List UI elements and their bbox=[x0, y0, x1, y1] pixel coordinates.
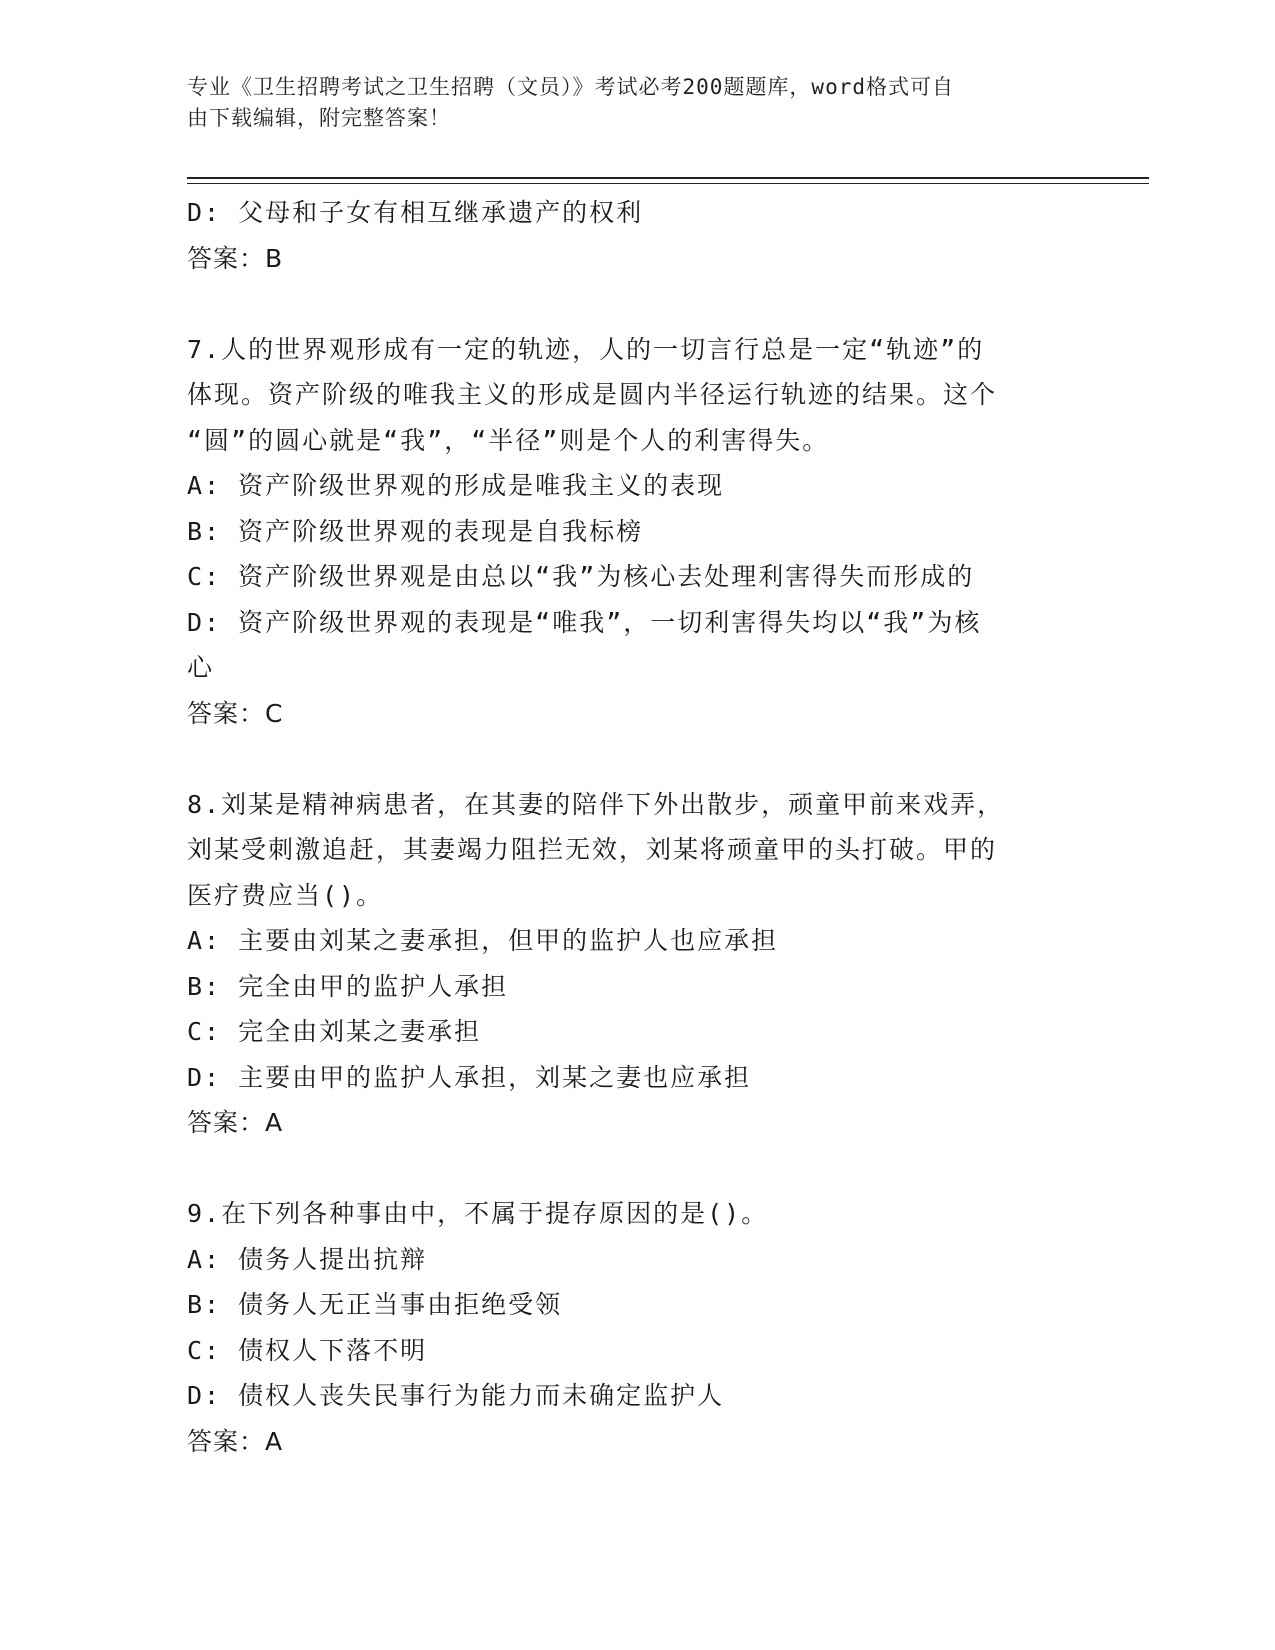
answer-line: 答案：A bbox=[187, 1108, 284, 1137]
option-d: D: 主要由甲的监护人承担，刘某之妻也应承担 bbox=[187, 1062, 752, 1092]
spacer bbox=[187, 1146, 1087, 1192]
option-c: C: 债权人下落不明 bbox=[187, 1335, 428, 1365]
question-stem-line: 刘某受刺激追赶，其妻竭力阻拦无效，刘某将顽童甲的头打破。甲的 bbox=[187, 835, 998, 864]
header-divider-thin bbox=[187, 183, 1149, 184]
question-content bbox=[187, 190, 1087, 1464]
header-line-2: 由下载编辑，附完整答案！ bbox=[187, 106, 451, 130]
question-9 bbox=[187, 1191, 1087, 1464]
question-7 bbox=[187, 327, 1087, 737]
option-d: D: 资产阶级世界观的表现是“唯我”，一切利害得失均以“我”为核 bbox=[187, 607, 982, 637]
option-d: D: 债权人丧失民事行为能力而未确定监护人 bbox=[187, 1381, 725, 1410]
answer-line: 答案：B bbox=[187, 243, 284, 273]
question-stem-line: 体现。资产阶级的唯我主义的形成是圆内半径运行轨迹的结果。这个 bbox=[187, 380, 998, 409]
question-stem-line: 医疗费应当()。 bbox=[187, 880, 384, 910]
question-stem-line: 9.在下列各种事由中，不属于提存原因的是()。 bbox=[187, 1199, 769, 1228]
option-d-continuation: 心 bbox=[187, 653, 215, 682]
question-stem-line: 7.人的世界观形成有一定的轨迹，人的一切言行总是一定“轨迹”的 bbox=[187, 334, 985, 364]
answer-line: 答案：C bbox=[187, 698, 284, 728]
header-divider-thick bbox=[187, 177, 1149, 179]
answer-line: 答案：A bbox=[187, 1426, 284, 1456]
header-line-1: 专业《卫生招聘考试之卫生招聘（文员）》考试必考200题题库，word格式可自 bbox=[187, 75, 954, 99]
question-stem-line: 8.刘某是精神病患者，在其妻的陪伴下外出散步，顽童甲前来戏弄， bbox=[187, 789, 1005, 819]
spacer bbox=[187, 281, 1087, 327]
spacer bbox=[187, 736, 1087, 782]
option-b: B: 资产阶级世界观的表现是自我标榜 bbox=[187, 516, 644, 546]
option-a: A: 债务人提出抗辩 bbox=[187, 1244, 428, 1274]
option-d: D: 父母和子女有相互继承遗产的权利 bbox=[187, 198, 644, 227]
document-header bbox=[187, 72, 1087, 134]
option-b: B: 债务人无正当事由拒绝受领 bbox=[187, 1290, 563, 1319]
option-a: A: 主要由刘某之妻承担，但甲的监护人也应承担 bbox=[187, 926, 779, 955]
option-c: C: 完全由刘某之妻承担 bbox=[187, 1017, 482, 1046]
option-c: C: 资产阶级世界观是由总以“我”为核心去处理利害得失而形成的 bbox=[187, 562, 975, 591]
option-b: B: 完全由甲的监护人承担 bbox=[187, 971, 509, 1001]
option-a: A: 资产阶级世界观的形成是唯我主义的表现 bbox=[187, 471, 725, 500]
previous-question-tail bbox=[187, 190, 1087, 281]
question-stem-line: “圆”的圆心就是“我”，“半径”则是个人的利害得失。 bbox=[187, 425, 830, 455]
question-8 bbox=[187, 782, 1087, 1146]
